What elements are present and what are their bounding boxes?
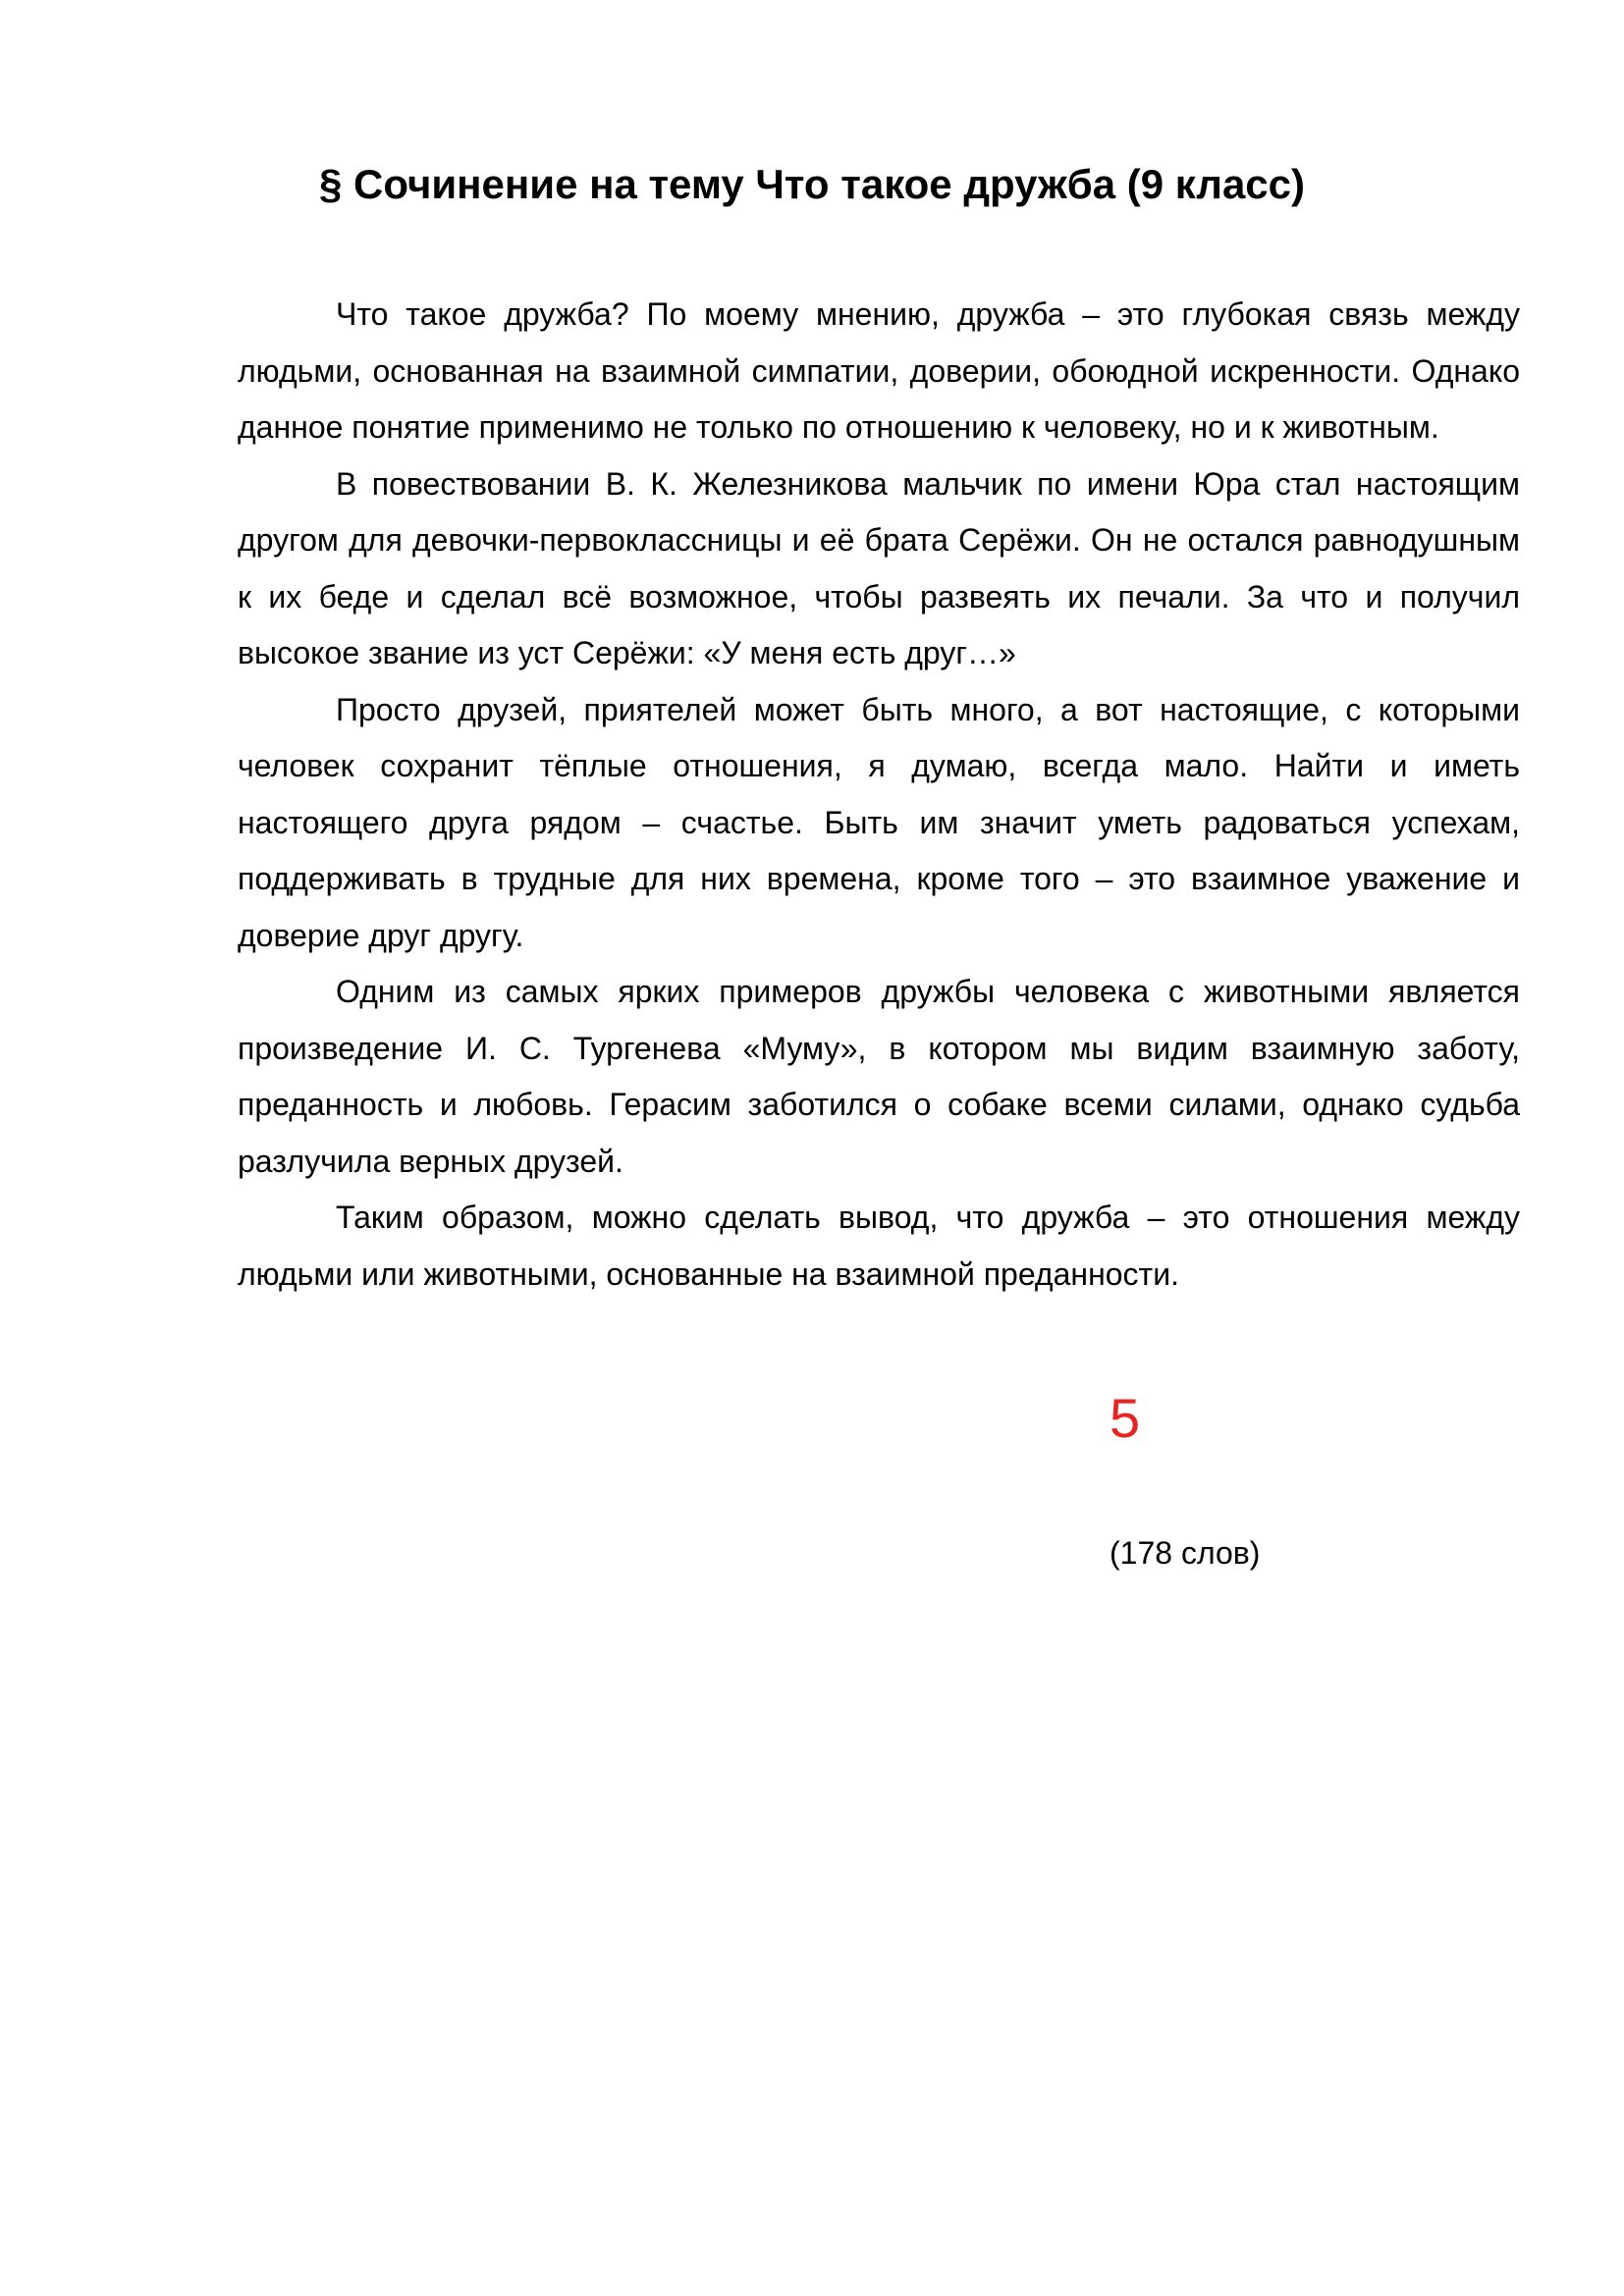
essay-paragraph-5: Таким образом, можно сделать вывод, что дружба – это отношения между людьми или животными, основанные на взаимной преданности. [238, 1200, 1520, 1292]
grade-mark: 5 [1110, 1387, 1141, 1449]
essay-paragraph-1: Что такое дружба? По моему мнению, дружба – это глубокая связь между людьми, основанная на взаимной симпатии, доверии, обоюдной искренности. Однако данное понятие применимо не только по отношению к человеку, но и к животным. [238, 296, 1520, 445]
essay-paragraph-2: В повествовании В. К. Железникова мальчик по имени Юра стал настоящим другом для девочки-первоклассницы и её брата Серёжи. Он не остался равнодушным к их беде и сделал всё возможное, чтобы развеять их печали. За что и получил высокое звание из уст Серёжи: «У меня есть друг…» [238, 465, 1520, 670]
essay-paragraph-4: Одним из самых ярких примеров дружбы человека с животными является произведение И. С. Тургенева «Муму», в котором мы видим взаимную заботу, преданность и любовь. Герасим заботился о собаке всеми силами, однако судьба разлучила верных друзей. [238, 974, 1520, 1179]
page-title: § Сочинение на тему Что такое дружба (9 класс) [318, 161, 1306, 207]
word-count: (178 слов) [1110, 1535, 1261, 1571]
essay-body [238, 287, 1520, 1303]
essay-paragraph-3: Просто друзей, приятелей может быть много, а вот настоящие, с которыми человек сохранит тёплые отношения, я думаю, всегда мало. Найти и иметь настоящего друга рядом – счастье. Быть им значит уметь радоваться успехам, поддерживать в трудные для них времена, кроме того – это взаимное уважение и доверие друг другу. [238, 691, 1520, 953]
